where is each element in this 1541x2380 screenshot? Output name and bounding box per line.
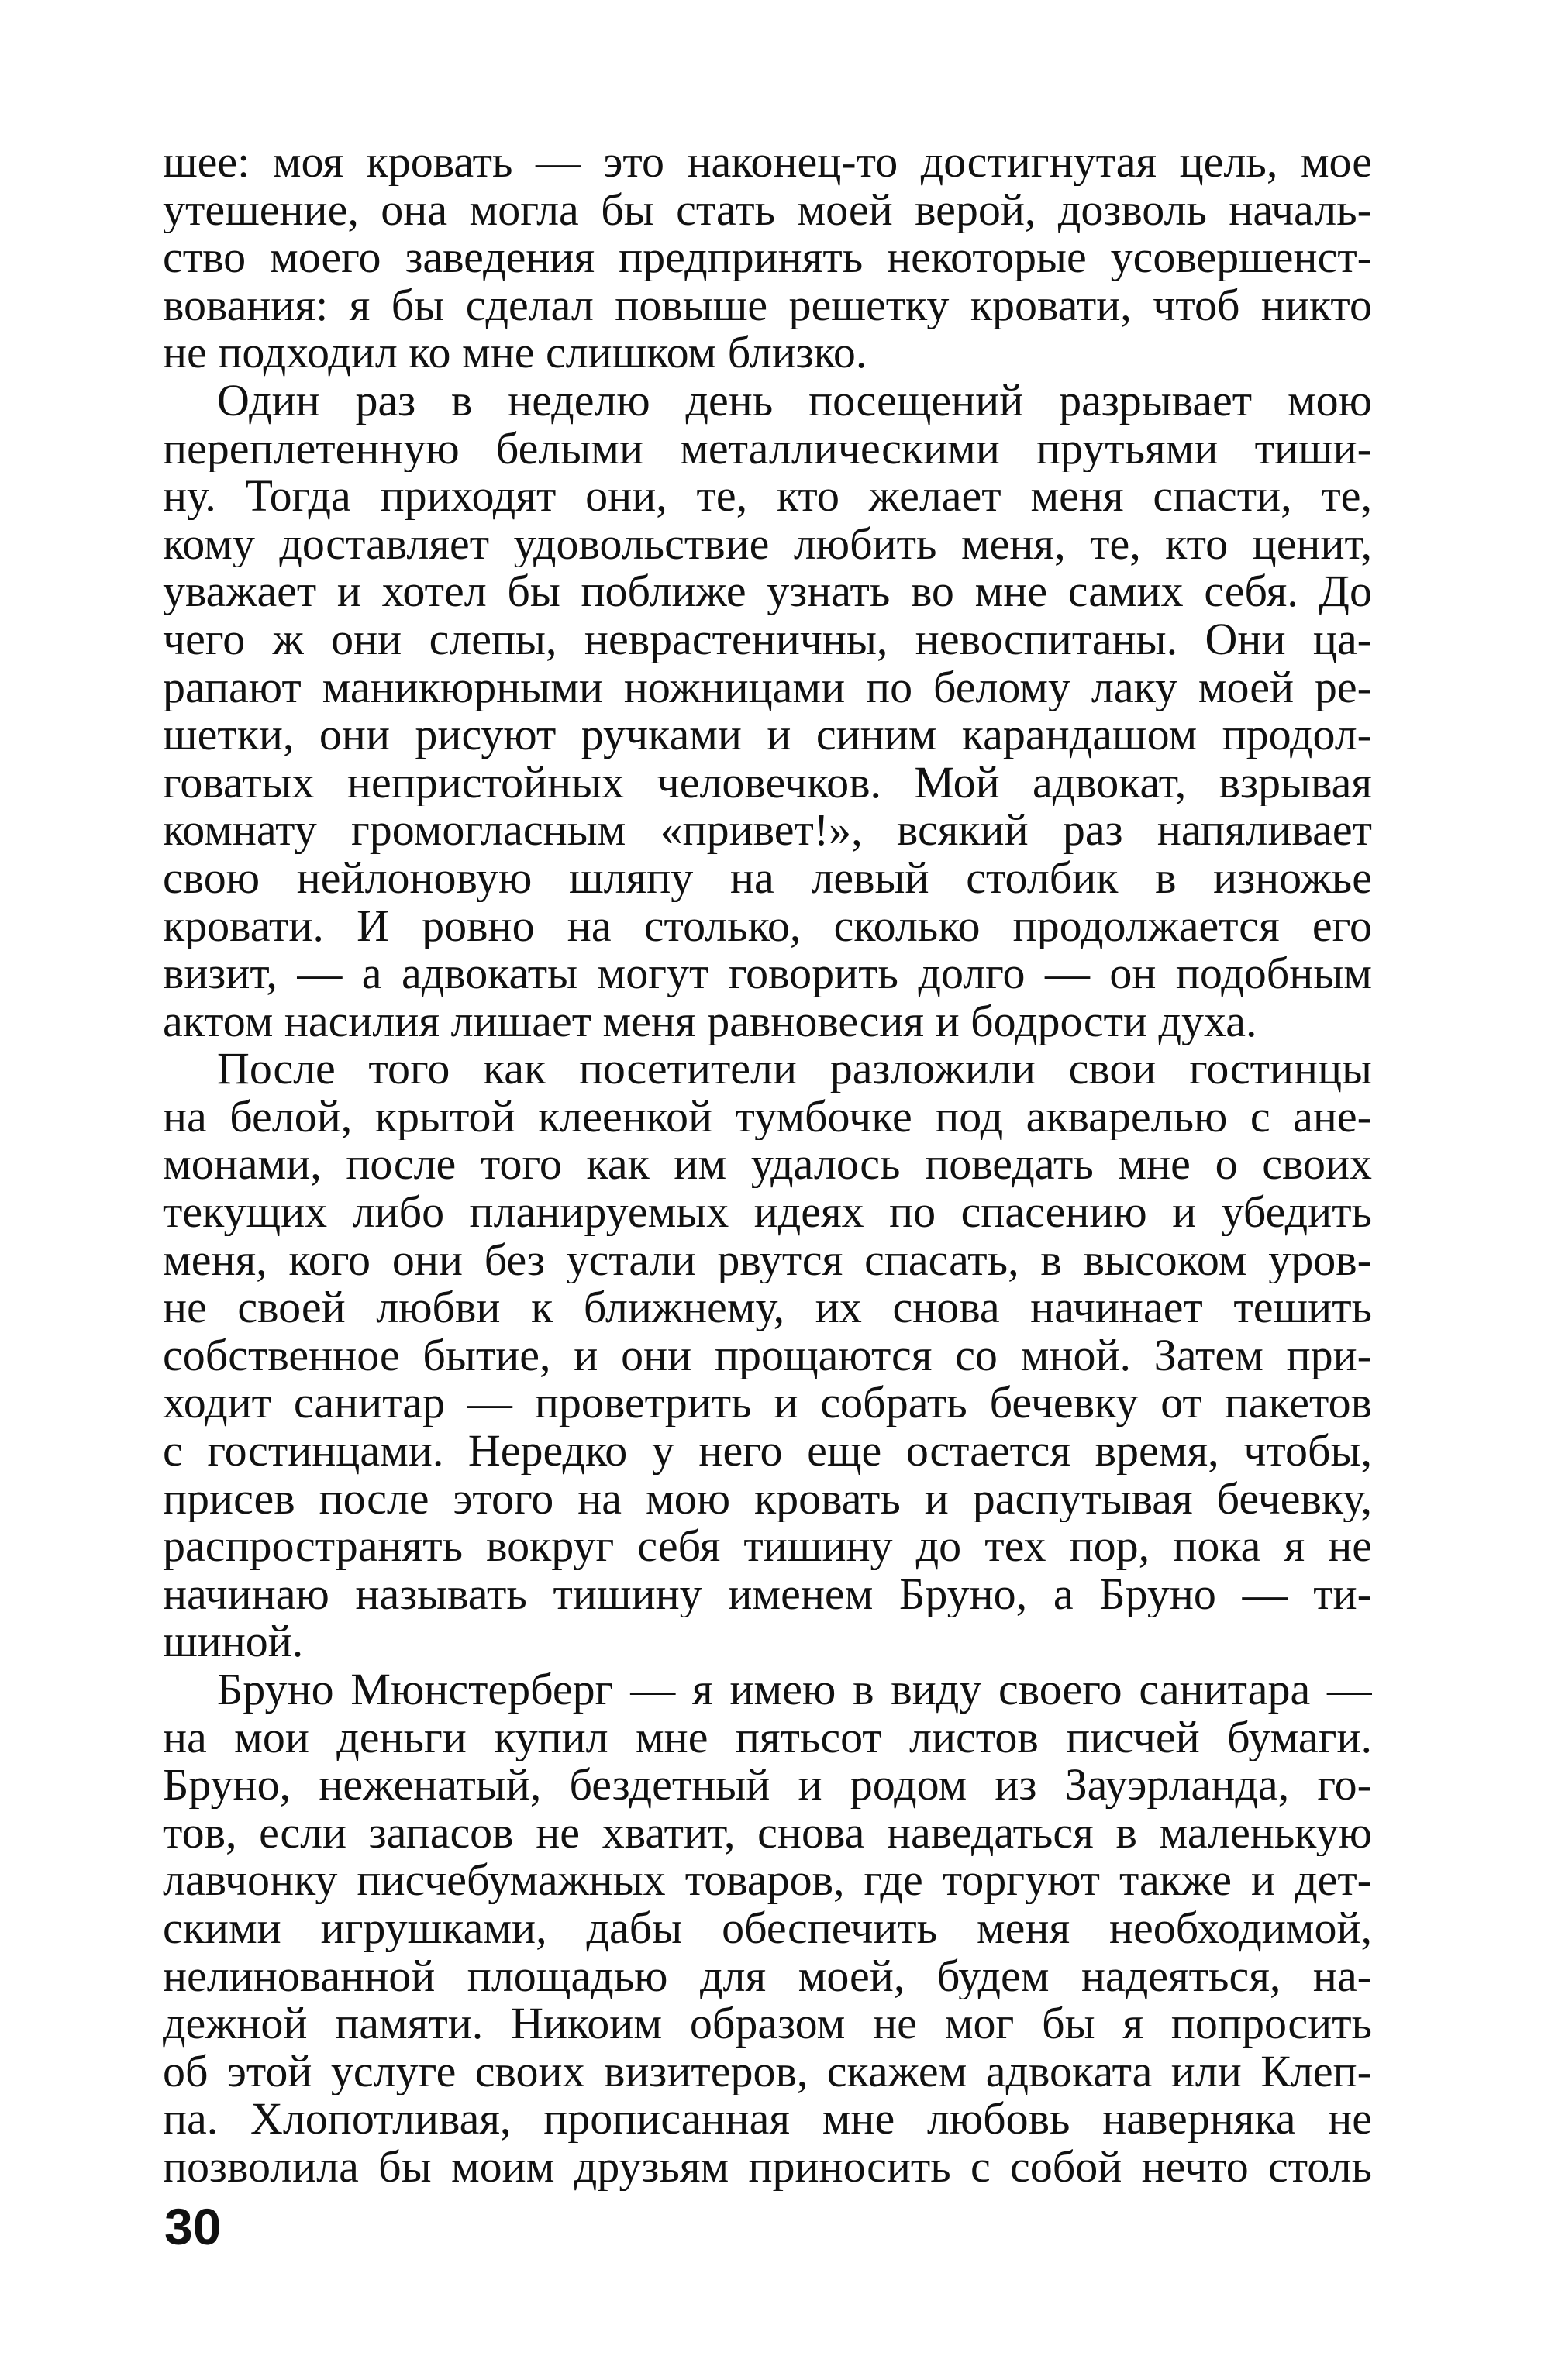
text-line: с гостинцами. Нередко у него еще остается время, чтобы, (163, 1427, 1372, 1475)
text-line: свою нейлоновую шляпу на левый столбик в изножье (163, 853, 1372, 902)
text-line: Один раз в неделю день посещений разрывает мою (217, 376, 1372, 425)
text-line: вования: я бы сделал повыше решетку кровати, чтоб никто (163, 281, 1372, 329)
text-line: Бруно Мюнстерберг — я имею в виду своего санитара — (217, 1665, 1372, 1714)
text-line: на белой, крытой клеенкой тумбочке под акварелью с ане- (163, 1092, 1372, 1141)
body-text (163, 138, 1372, 2191)
text-line: дежной памяти. Никоим образом не мог бы я попросить (163, 1999, 1372, 2048)
text-line: не своей любви к ближнему, их снова начинает тешить (163, 1283, 1372, 1331)
text-line: собственное бытие, и они прощаются со мной. Затем при- (163, 1331, 1372, 1379)
text-line: шетки, они рисуют ручками и синим карандашом продол- (163, 711, 1372, 759)
text-line: ство моего заведения предпринять некоторые усовершенст- (163, 233, 1372, 281)
text-line: начинаю называть тишину именем Бруно, а Бруно — ти- (163, 1569, 1372, 1618)
page-number: 30 (164, 2198, 222, 2255)
text-line: распространять вокруг себя тишину до тех пор, пока я не (163, 1522, 1372, 1570)
text-line: меня, кого они без устали рвутся спасать, в высоком уров- (163, 1235, 1372, 1284)
text-line: лавчонку писчебумажных товаров, где торгуют также и дет- (163, 1856, 1372, 1904)
text-line: кровати. И ровно на столько, сколько продолжается его (163, 901, 1372, 950)
text-line: уважает и хотел бы поближе узнать во мне самих себя. До (163, 567, 1372, 615)
text-line: монами, после того как им удалось поведать мне о своих (163, 1140, 1372, 1189)
text-line: па. Хлопотливая, прописанная мне любовь наверняка не (163, 2095, 1372, 2143)
text-line: ходит санитар — проветрить и собрать бечевку от пакетов (163, 1379, 1372, 1428)
text-line: не подходил ко мне слишком близко. (163, 329, 867, 377)
text-line: на мои деньги купил мне пятьсот листов писчей бумаги. (163, 1713, 1372, 1762)
text-line: скими игрушками, дабы обеспечить меня необходимой, (163, 1903, 1372, 1952)
text-line: говатых непристойных человечков. Мой адвокат, взрывая (163, 758, 1372, 807)
text-line: нелинованной площадью для моей, будем надеяться, на- (163, 1951, 1372, 2000)
text-line: присев после этого на мою кровать и распутывая бечевку, (163, 1474, 1372, 1523)
text-line: шее: моя кровать — это наконец-то достигнутая цель, мое (163, 138, 1372, 186)
text-line: шиной. (163, 1617, 304, 1665)
text-line: актом насилия лишает меня равновесия и бодрости духа. (163, 997, 1257, 1045)
text-line: об этой услуге своих визитеров, скажем адвоката или Клеп- (163, 2047, 1372, 2096)
text-line: переплетенную белыми металлическими прутьями тиши- (163, 424, 1372, 473)
text-line: ну. Тогда приходят они, те, кто желает меня спасти, те, (163, 472, 1372, 520)
text-line: текущих либо планируемых идеях по спасению и убедить (163, 1188, 1372, 1236)
text-line: кому доставляет удовольствие любить меня, те, кто ценит, (163, 519, 1372, 568)
text-line: чего ж они слепы, неврастеничны, невоспитаны. Они ца- (163, 615, 1372, 663)
text-line: рапают маникюрными ножницами по белому лаку моей ре- (163, 663, 1372, 711)
text-line: Бруно, неженатый, бездетный и родом из Зауэрланда, го- (163, 1761, 1372, 1809)
text-line: комнату громогласным «привет!», всякий раз напяливает (163, 806, 1372, 854)
text-line: утешение, она могла бы стать моей верой, дозволь началь- (163, 185, 1372, 234)
text-line: После того как посетители разложили свои гостинцы (217, 1045, 1372, 1093)
text-line: визит, — а адвокаты могут говорить долго — он подобным (163, 949, 1372, 997)
text-line: тов, если запасов не хватит, снова наведаться в маленькую (163, 1808, 1372, 1857)
text-line: позволила бы моим друзьям приносить с собой нечто столь (163, 2142, 1372, 2191)
